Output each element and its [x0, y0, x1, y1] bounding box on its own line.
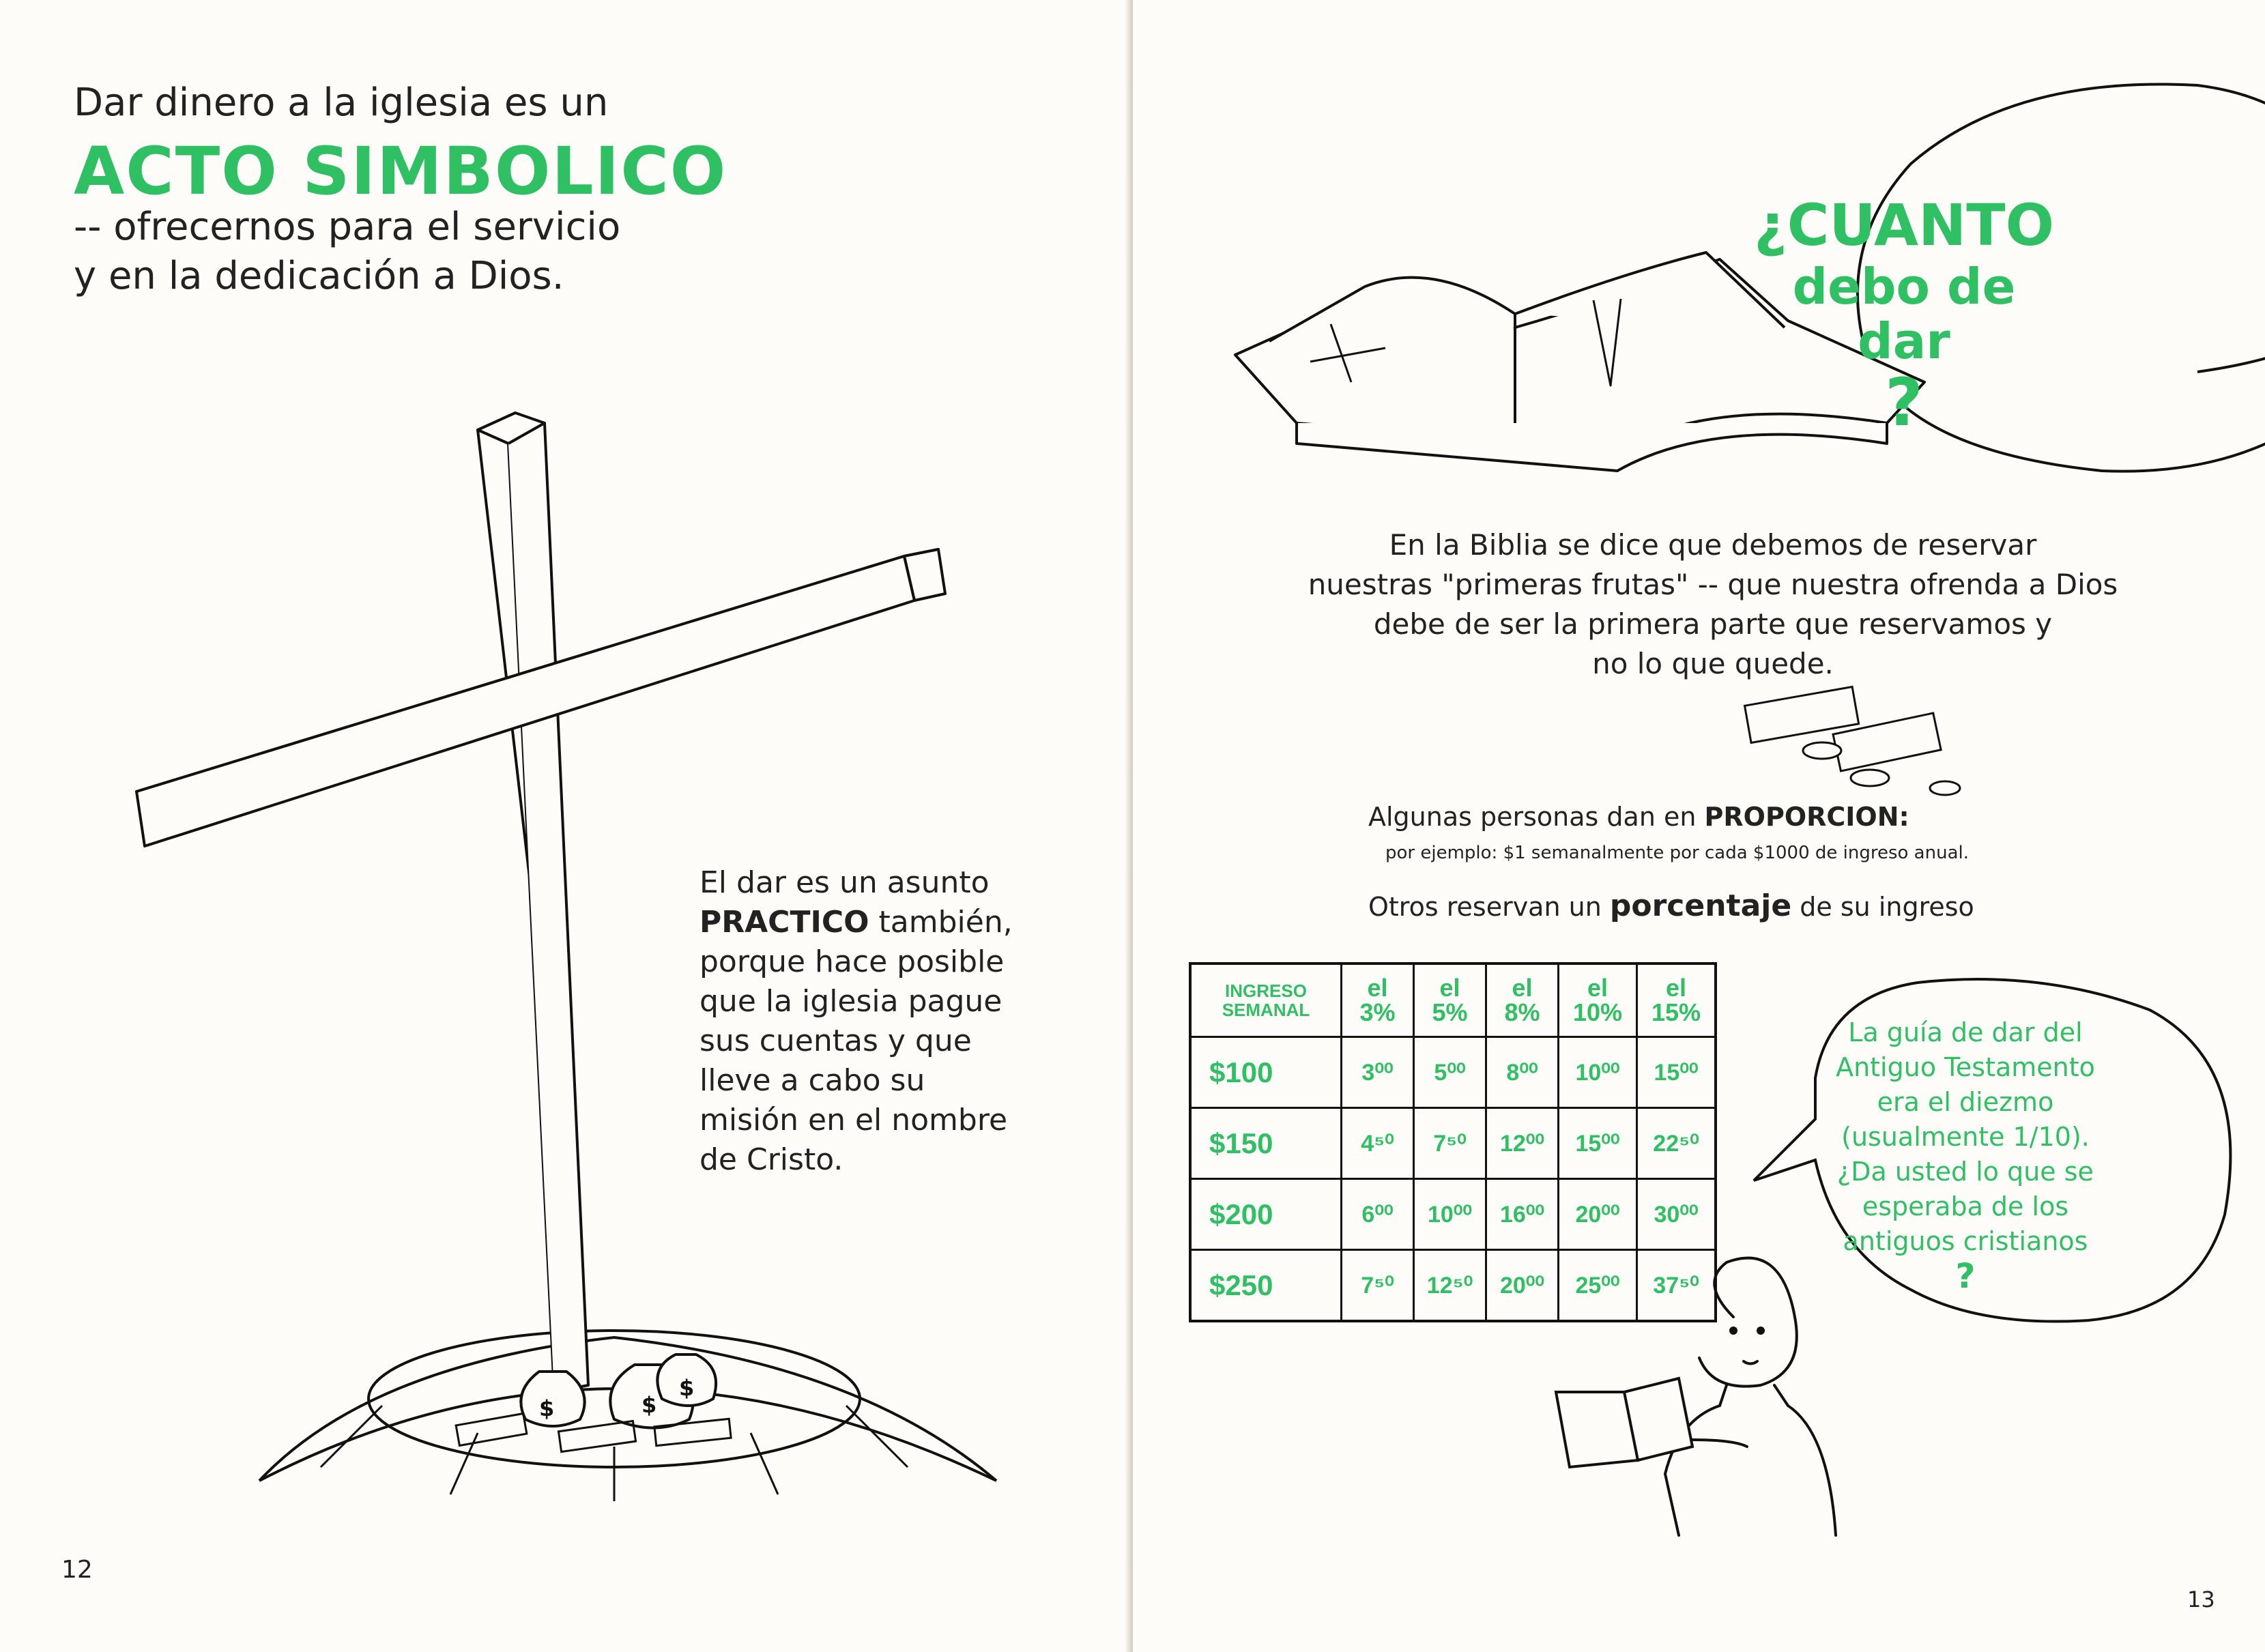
header-percent: el 3% [1342, 963, 1414, 1037]
intro-line-3: y en la dedicación a Dios. [74, 254, 564, 298]
bible-line: En la Biblia se dice que debemos de reservar [1389, 528, 2037, 562]
bubble-line: (usualmente 1/10). [1841, 1122, 2090, 1152]
tithe-bubble-text [1774, 1015, 2156, 1294]
income-cell: $100 [1190, 1037, 1342, 1108]
amount-cell: 15⁰⁰ [1637, 1037, 1716, 1108]
bubble-line: ¿Da usted lo que se [1837, 1157, 2094, 1187]
bubble-line: antiguos cristianos [1843, 1226, 2088, 1256]
header-income: INGRESO SEMANAL [1190, 963, 1342, 1037]
intro-line-2: -- ofrecernos para el servicio [74, 205, 621, 249]
amount-cell: 37⁵⁰ [1637, 1250, 1716, 1322]
amount-cell: 30⁰⁰ [1637, 1179, 1716, 1250]
practical-line: sus cuentas y que [699, 1024, 972, 1058]
dollar-sign: $ [641, 1392, 657, 1418]
practical-line: misión en el nombre [699, 1103, 1008, 1137]
amount-cell: 7⁵⁰ [1342, 1250, 1414, 1322]
practical-line: PRACTICO también, [699, 905, 1013, 940]
cross-on-globe-illustration [0, 0, 1129, 1652]
dollar-sign: $ [679, 1375, 695, 1401]
practical-line: lleve a cabo su [699, 1063, 925, 1098]
amount-cell: 3⁰⁰ [1342, 1037, 1414, 1108]
giving-percentage-table [1189, 962, 1717, 1322]
question-bubble-text [1686, 191, 2122, 441]
amount-cell: 4⁵⁰ [1342, 1108, 1414, 1179]
amount-cell: 12⁰⁰ [1486, 1108, 1559, 1179]
intro-line-1: Dar dinero a la iglesia es un [74, 81, 609, 125]
table-row [1190, 1179, 1716, 1250]
bubble-line: La guía de dar del [1848, 1017, 2083, 1047]
bubble-line: era el diezmo [1877, 1087, 2054, 1117]
practical-line: de Cristo. [699, 1142, 843, 1177]
table-row [1190, 1037, 1716, 1108]
amount-cell: 7⁵⁰ [1414, 1108, 1486, 1179]
bubble-line: dar [1858, 313, 1950, 370]
dollar-sign: $ [539, 1395, 555, 1421]
amount-cell: 20⁰⁰ [1559, 1179, 1637, 1250]
bubble-line: esperaba de los [1862, 1191, 2069, 1221]
amount-cell: 22⁵⁰ [1637, 1108, 1716, 1179]
practical-paragraph [699, 863, 1013, 1180]
table-header-row [1190, 963, 1716, 1037]
amount-cell: 25⁰⁰ [1559, 1250, 1637, 1322]
practical-line: que la iglesia pague [699, 984, 1002, 1019]
header-percent: el 10% [1559, 963, 1637, 1037]
right-page [1133, 0, 2265, 1652]
practical-line: El dar es un asunto [699, 865, 990, 900]
amount-cell: 8⁰⁰ [1486, 1037, 1559, 1108]
page-number: 12 [61, 1556, 93, 1584]
header-percent: el 8% [1486, 963, 1559, 1037]
amount-cell: 5⁰⁰ [1414, 1037, 1486, 1108]
amount-cell: 16⁰⁰ [1486, 1179, 1559, 1250]
income-cell: $250 [1190, 1250, 1342, 1322]
bible-paragraph [1228, 525, 2197, 684]
bubble-line: Antiguo Testamento [1836, 1052, 2095, 1082]
bubble-line: ? [1885, 364, 1923, 441]
left-page [0, 0, 1129, 1652]
bible-line: debe de ser la primera parte que reservamos y [1373, 607, 2053, 641]
bible-line: nuestras "primeras frutas" -- que nuestra ofrenda a Dios [1308, 568, 2118, 601]
bible-line: no lo que quede. [1592, 647, 1834, 680]
amount-cell: 10⁰⁰ [1559, 1037, 1637, 1108]
bubble-line: ? [1955, 1256, 1976, 1296]
header-percent: el 15% [1637, 963, 1716, 1037]
income-cell: $150 [1190, 1108, 1342, 1179]
table-row [1190, 1250, 1716, 1322]
income-cell: $200 [1190, 1179, 1342, 1250]
amount-cell: 10⁰⁰ [1414, 1179, 1486, 1250]
header-percent: el 5% [1414, 963, 1486, 1037]
money-pile-icon [1745, 687, 1960, 795]
amount-cell: 6⁰⁰ [1342, 1179, 1414, 1250]
proportion-line: Algunas personas dan en PROPORCION: [1368, 802, 1909, 832]
amount-cell: 15⁰⁰ [1559, 1108, 1637, 1179]
percentage-line: Otros reservan un porcentaje de su ingreso [1368, 888, 1974, 923]
headline-acto-simbolico: ACTO SIMBOLICO [74, 133, 727, 209]
practical-line: porque hace posible [699, 944, 1005, 979]
amount-cell: 12⁵⁰ [1414, 1250, 1486, 1322]
proportion-example: por ejemplo: $1 semanalmente por cada $1000 de ingreso anual. [1385, 843, 1969, 863]
amount-cell: 20⁰⁰ [1486, 1250, 1559, 1322]
bubble-line: ¿CUANTO [1753, 192, 2054, 259]
page-number: 13 [2187, 1586, 2215, 1612]
bubble-line: debo de [1792, 258, 2016, 315]
table-row [1190, 1108, 1716, 1179]
